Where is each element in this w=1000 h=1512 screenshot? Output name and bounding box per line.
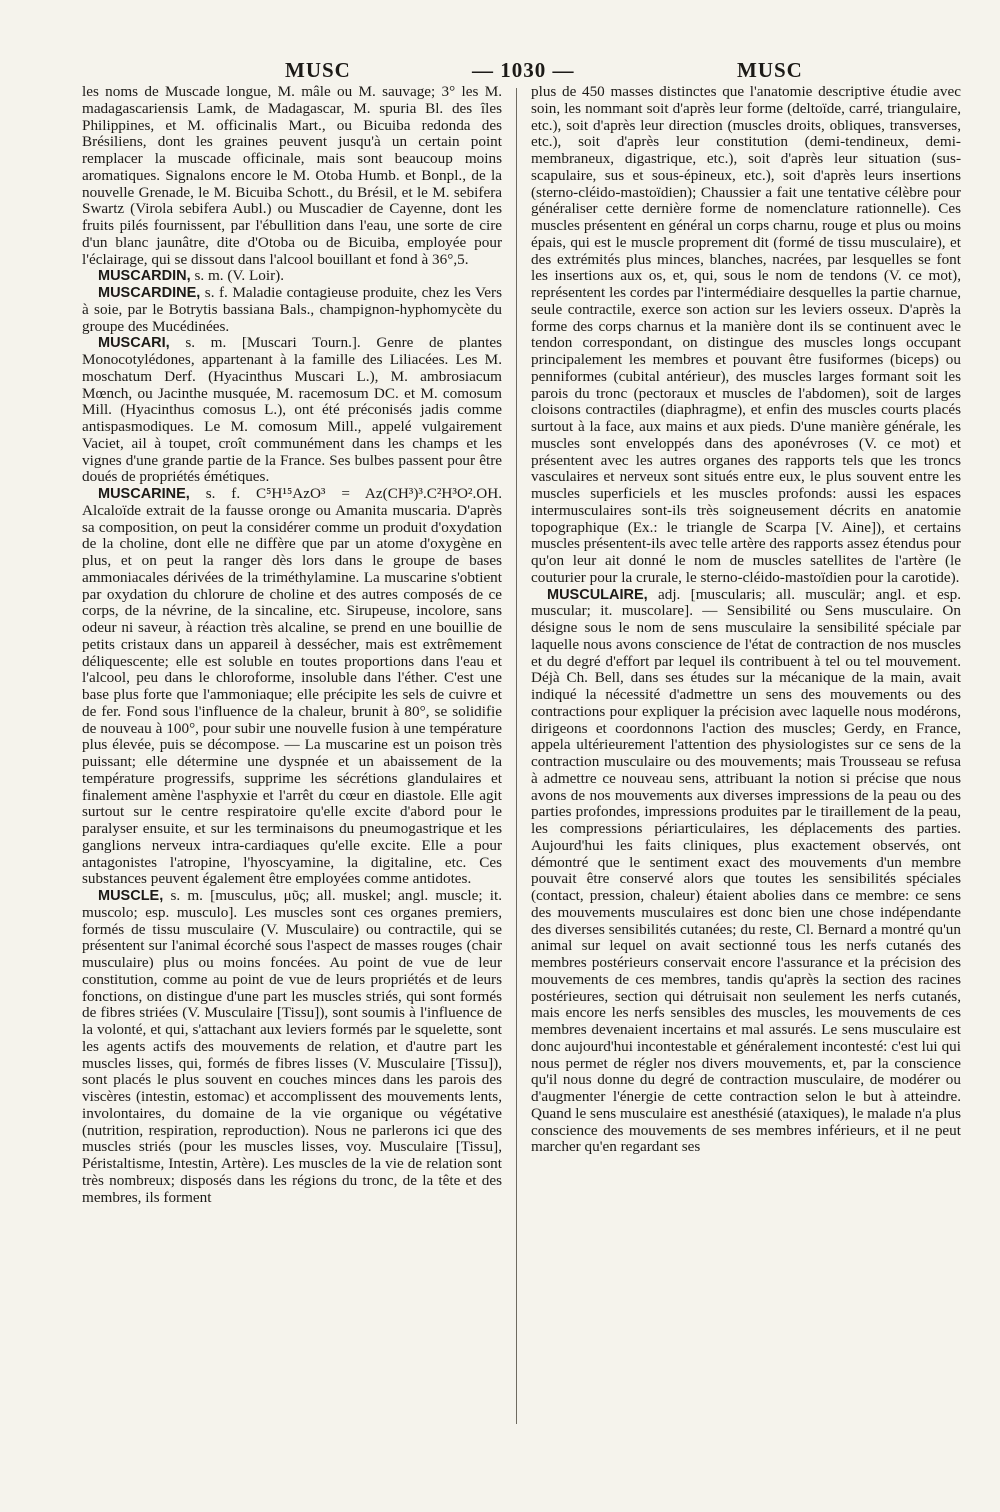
entry-muscardine <box>82 285 502 335</box>
entry-muscarine <box>82 486 502 888</box>
headword: MUSCARI, <box>98 335 170 352</box>
column-divider <box>516 88 517 1424</box>
entry-body: s. m. [Muscari Tourn.]. Genre de plantes Monocotylédones, appartenant à la famille des Liliacées. Les M. moschatum Derf. (Hyacinthus Muscari L.), M. ambrosiacum Mœnch, ou Jacinthe musquée, M. racemosum DC. et M. comosum Mill. (Hyacinthus comosus L.), ont été préconisés jadis comme antispasmodiques. Le M. comosum Mill., appelé vulgairement Vaciet, ail à toupet, croît communément dans les champs et les vignes d'une grande partie de la France. Ses bulbes passent pour être doués de propriétés émétiques. <box>82 334 502 486</box>
entry-body: s. f. C⁵H¹⁵AzO³ = Az(CH³)³.C²H³O².OH. Alcaloïde extrait de la fausse oronge ou Amanita muscaria. D'après sa composition, on peut la considérer comme un produit d'oxydation de la choline, dont elle ne diffère que par un atome d'oxygène en plus, et on peut la ranger dès lors dans le groupe de bases ammoniacales dérivées de la triméthylamine. La muscarine s'obtient par oxydation du chlorure de choline et des autres composés de ce corps, de la névrine, de la sincaline, etc. Sirupeuse, incolore, sans odeur ni saveur, à réaction très alcaline, se prend en une bouillie de petits cristaux dans un appareil à dessécher, mais est extrêmement déliquescente; elle est soluble en toutes proportions dans l'eau et l'alcool, peu dans le chloroforme, insoluble dans l'éther. C'est une base plus forte que l'ammoniaque; elle précipite les sels de cuivre et de fer. Fond sous l'influence de la chaleur, brunit à 80°, se solidifie de nouveau à 100°, pour subir une nouvelle fusion à une température plus élevée, puis se décompose. — La muscarine est un poison très puissant; elle détermine une dyspnée et un abaissement de la température progressifs, supprime les sécrétions glandulaires et finalement amène l'asphyxie et l'arrêt du cœur en diastole. Elle agit surtout sur le centre respiratoire qu'elle excite d'abord pour le paralyser ensuite, et sur les terminaisons du pneumogastrique et les ganglions nerveux intra-cardiaques qu'elle excite. Elle a pour antagonistes l'atropine, l'hyoscyamine, la digitaline, etc. Ces substances peuvent également être employées comme antidotes. <box>82 485 502 888</box>
entry-musculaire <box>531 587 961 1157</box>
header-left-guide-word: MUSC <box>285 58 351 82</box>
page-number: — 1030 — <box>472 58 575 82</box>
headword: MUSCARDINE, <box>98 285 201 301</box>
entry-muscle-continuation: plus de 450 masses distinctes que l'anatomie descriptive étudie avec soin, les nommant soit d'après leur forme (deltoïde, carré, triangulaire, etc.), soit d'après leur direction (muscles droits, obliques, transverses, etc.), soit d'après leur constitution (demi-tendineux, demi-membraneux, digastrique, etc.), soit d'après leur situation (sus-scapulaire, sus et sous-épineux, etc.), soit d'après leurs insertions (sterno-cléido-mastoïdien); Chaussier a fait une tentative célèbre pour généraliser cette dernière forme de nomenclature rationnelle). Ces muscles présentent en général un corps charnu, rouge et plus ou moins épais, qui est le muscle proprement dit (formé de tissu musculaire), et des extrémités plus minces, blanches, nacrées, par lesquelles se font les insertions aux os, et, qui, sous le nom de tendons (V. ce mot), représentent les cordes par l'intermédiaire desquelles la partie charnue, seule contractile, exerce son action sur les leviers osseux. D'après la forme des corps charnus et la manière dont ils se continuent avec le tendon correspondant, on distingue des muscles longs occupant principalement les membres et pouvant être fusiformes (biceps) ou penniformes (cubital antérieur), des muscles larges formant soit les parois du tronc (pectoraux et muscles de l'abdomen), soit de larges cloisons contractiles (diaphragme), et enfin des muscles courts placés surtout à la face, aux mains et aux pieds. D'une manière générale, les muscles sont enveloppés dans des aponévroses (V. ce mot) et présentent avec les autres organes des rapports tels que les troncs vasculaires et nerveux sont situés entre eux, le plus souvent entre les muscles superficiels et les muscles profonds: aussi les espaces intermusculaires sont-ils très soigneusement décrits en anatomie topographique (Ex.: le triangle de Scarpa [V. Aine]), et certains muscles présentent-ils avec telle artère des rapports assez étendus pour qu'on leur ait donné le nom de muscles satellites de l'artère (le couturier pour la crurale, le sterno-cléido-mastoïdien pour la carotide). <box>531 84 961 586</box>
entry-body: adj. [muscularis; all. musculär; angl. et esp. muscular; it. muscolare]. — Sensibilité ou Sens musculaire. On désigne sous le nom de sens musculaire la sensibilité spéciale par laquelle nous avons conscience de l'état de contraction de nos muscles et du degré d'effort par lequel ils contribuent à tel ou tel mouvement. Déjà Ch. Bell, dans ses études sur la mécanique de la main, avait indiqué la nécessité d'admettre un sens des mouvements ou des contractions pour expliquer la précision avec laquelle nous modérons, dirigeons et coordonnons l'action des muscles; Gerdy, en France, appela ultérieurement l'attention des physiologistes sur ce sens de la contraction musculaire ou des mouvements; mais Trousseau se refusa à admettre ce nouveau sens, attribuant la notion si précise que nous avons de nos mouvements aux diverses impressions de la peau ou des parties profondes, impressions produites par le tiraillement de la peau, les compressions périarticulaires, les déplacements des parties. Aujourd'hui les faits cliniques, plus exactement observés, ont démontré que le sentiment exact des mouvements d'un membre pouvait être conservé alors que toutes les sensibilités spéciales (contact, pression, chaleur) étaient abolies dans ce membre: ce sens des mouvements musculaires est donc bien une chose indépendante des diverses sensibilités cutanées; du reste, Cl. Bernard a montré qu'un animal sur lequel on avait sectionné tous les nerfs cutanés des membres postérieurs conservait encore l'assurance et la précision des mouvements de ces membres, tandis qu'après la section des racines postérieures, section qui détruisait non seulement les nerfs cutanés, mais encore les nerfs sensibles des muscles, les mouvements de ces membres devenaient incertains et mal assurés. Le sens musculaire est donc aujourd'hui incontestable et généralement incontesté: c'est lui qui nous permet de régler nos divers mouvements, et, par la conscience qu'il nous donne du degré de contraction musculaire, de modérer ou d'augmenter l'énergie de cette contraction selon le but à atteindre. Quand le sens musculaire est anesthésié (ataxiques), le malade n'a plus conscience des mouvements de ses membres inférieurs, et il ne peut marcher qu'en regardant ses <box>531 585 961 1156</box>
entry-muscade-continuation: les noms de Muscade longue, M. mâle ou M. sauvage; 3° les M. madagascariensis Lamk, de Madagascar, M. spuria Bl. des îles Philippines, et M. officinalis Mart., ou Bicuiba redonda des Brésiliens, dont les graines peuvent jusqu'à un certain point remplacer la muscade officinale, mais sont beaucoup moins aromatiques. Signalons encore le M. Otoba Humb. et Bonpl., de la nouvelle Grenade, le M. Bicuiba Schott., du Brésil, et le M. sebifera Swartz (Virola sebifera Aubl.) ou Muscadier de Cayenne, dont les fruits pilés fournissent, par l'ébullition dans l'eau, une sorte de cire d'un blanc jaunâtre, dite d'Otoba ou de Bicuiba, employée pour l'éclairage, qui se dissout dans l'alcool bouillant et fond à 36°,5. <box>82 84 502 268</box>
headword: MUSCULAIRE, <box>547 586 648 603</box>
entry-muscardin <box>82 268 502 285</box>
headword: MUSCARDIN, <box>98 268 191 285</box>
entry-body: s. m. (V. Loir). <box>194 267 285 285</box>
headword: MUSCARINE, <box>98 486 190 502</box>
headword: MUSCLE, <box>98 888 164 904</box>
entry-body: s. f. Maladie contagieuse produite, chez les Vers à soie, par le Botrytis bassiana Bals., champignon-hyphomycète du groupe des Mucédinées. <box>82 284 502 335</box>
entry-muscle <box>82 888 502 1206</box>
header-right-guide-word: MUSC <box>737 58 803 82</box>
entry-body: s. m. [musculus, μῦς; all. muskel; angl. muscle; it. muscolo; esp. musculo]. Les muscles sont ces organes premiers, formés de tissu musculaire (V. Musculaire) ou contractile, qui se présentent sur l'animal écorché sous l'aspect de masses rouges (chair musculaire) plus ou moins foncées. Au point de vue de leur constitution, comme au point de vue de leurs propriétés et de leurs fonctions, on distingue d'une part les muscles striés, qui sont formés de fibres striées (V. Musculaire [Tissu]), sont soumis à l'influence de la volonté, et qui, s'attachant aux leviers formés par le squelette, sont les agents actifs des mouvements de relation, et d'autre part les muscles lisses, qui, formés de fibres lisses (V. Musculaire [Tissu]), sont placés le plus souvent en couches minces dans les parois des viscères (intestin, estomac) et accomplissent des mouvements lents, involontaires, du domaine de la vie organique ou végétative (nutrition, respiration, reproduction). Nous ne parlerons ici que des muscles striés (pour les muscles lisses, voy. Musculaire [Tissu], Péristaltisme, Intestin, Artère). Les muscles de la vie de relation sont très nombreux; disposés dans les régions du tronc, de la tête et des membres, ils forment <box>82 887 502 1206</box>
left-column <box>82 84 502 1494</box>
right-column <box>531 84 961 1494</box>
entry-muscari <box>82 335 502 486</box>
